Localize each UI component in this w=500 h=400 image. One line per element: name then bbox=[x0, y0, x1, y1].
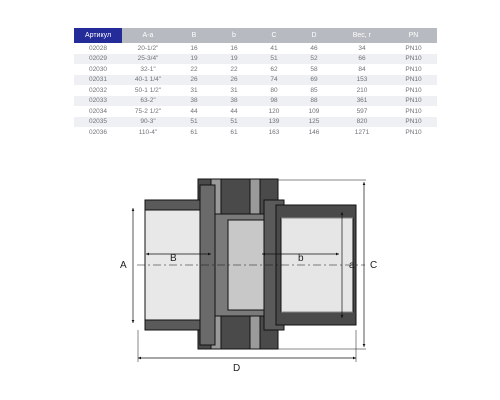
table-cell: PN10 bbox=[405, 107, 422, 115]
table-cell: PN10 bbox=[390, 75, 437, 86]
table-cell: 46 bbox=[310, 44, 318, 52]
table-cell: 109 bbox=[308, 107, 320, 115]
table-cell: 34 bbox=[358, 44, 366, 52]
table-cell: 22 bbox=[230, 65, 238, 73]
table-cell: 820 bbox=[334, 117, 390, 128]
header-d: D bbox=[294, 28, 334, 43]
table-cell: PN10 bbox=[390, 117, 437, 128]
header-b-upper: B bbox=[174, 28, 214, 43]
table-cell: 44 bbox=[190, 107, 198, 115]
table-cell: PN10 bbox=[405, 65, 422, 73]
header-pn: PN bbox=[390, 28, 437, 43]
table-cell: 22 bbox=[190, 65, 198, 73]
table-cell: 153 bbox=[334, 75, 390, 86]
table-cell: 52 bbox=[294, 54, 334, 65]
table-cell: 19 bbox=[214, 54, 254, 65]
table-cell: 31 bbox=[230, 86, 238, 94]
table-cell: 61 bbox=[190, 128, 198, 136]
table-cell: PN10 bbox=[390, 54, 437, 65]
table-cell: 74 bbox=[254, 75, 294, 86]
table-cell: 1271 bbox=[354, 128, 370, 136]
table-cell: 26 bbox=[174, 75, 214, 86]
table-cell: 58 bbox=[310, 65, 318, 73]
label-C: C bbox=[370, 260, 378, 271]
table-cell: 02028 bbox=[88, 44, 108, 52]
table-cell: 02031 bbox=[74, 75, 122, 86]
table-cell: 38 bbox=[214, 96, 254, 107]
table-cell: 69 bbox=[294, 75, 334, 86]
table-cell: 38 bbox=[174, 96, 214, 107]
fitting-body bbox=[145, 179, 356, 349]
table-cell: 361 bbox=[334, 96, 390, 107]
table-cell: 44 bbox=[230, 107, 238, 115]
label-b: b bbox=[298, 253, 304, 264]
table-cell: 26 bbox=[214, 75, 254, 86]
table-cell: 90-3" bbox=[122, 117, 174, 128]
header-article: Артикул bbox=[74, 28, 122, 43]
header-a-a: A-a bbox=[122, 28, 174, 43]
header-c: C bbox=[254, 28, 294, 43]
table-cell: 85 bbox=[310, 86, 318, 94]
table-cell: 19 bbox=[174, 54, 214, 65]
table-cell: 31 bbox=[190, 86, 198, 94]
table-cell: 88 bbox=[294, 96, 334, 107]
table-cell: 51 bbox=[214, 117, 254, 128]
table-cell: PN10 bbox=[405, 44, 422, 52]
header-b-lower: b bbox=[214, 28, 254, 43]
table-cell: 62 bbox=[270, 65, 278, 73]
table-cell: 110-4" bbox=[138, 128, 158, 136]
table-cell: 02029 bbox=[74, 54, 122, 65]
table-cell: 02035 bbox=[74, 117, 122, 128]
table-cell: 41 bbox=[270, 44, 278, 52]
table-cell: 16 bbox=[230, 44, 238, 52]
table-cell: 84 bbox=[358, 65, 366, 73]
label-B: B bbox=[170, 253, 177, 264]
label-A: A bbox=[120, 260, 127, 271]
table-cell: PN10 bbox=[390, 96, 437, 107]
table-cell: 75-2 1/2" bbox=[134, 107, 162, 115]
table-cell: 146 bbox=[308, 128, 320, 136]
label-a: a bbox=[349, 260, 355, 271]
table-cell: 32-1" bbox=[140, 65, 156, 73]
table-cell: 163 bbox=[268, 128, 280, 136]
table-cell: 16 bbox=[190, 44, 198, 52]
table-cell: 63-2" bbox=[122, 96, 174, 107]
table-cell: 120 bbox=[268, 107, 280, 115]
table-cell: 02036 bbox=[88, 128, 108, 136]
table-cell: 02030 bbox=[88, 65, 108, 73]
table-cell: PN10 bbox=[405, 86, 422, 94]
table-cell: 51 bbox=[174, 117, 214, 128]
table-cell: 40-1 1/4" bbox=[122, 75, 174, 86]
table-cell: 66 bbox=[334, 54, 390, 65]
table-cell: 139 bbox=[254, 117, 294, 128]
label-D: D bbox=[233, 363, 241, 374]
table-cell: 02032 bbox=[88, 86, 108, 94]
table-cell: 125 bbox=[294, 117, 334, 128]
table-cell: 98 bbox=[254, 96, 294, 107]
table-cell: 02034 bbox=[88, 107, 108, 115]
table-cell: 597 bbox=[356, 107, 368, 115]
table-cell: 51 bbox=[254, 54, 294, 65]
table-cell: 61 bbox=[230, 128, 238, 136]
table-cell: 02033 bbox=[74, 96, 122, 107]
table-cell: 80 bbox=[270, 86, 278, 94]
table-cell: 50-1 1/2" bbox=[134, 86, 162, 94]
table-cell: 20-1/2" bbox=[137, 44, 159, 52]
table-cell: 210 bbox=[356, 86, 368, 94]
table-cell: 25-3/4" bbox=[122, 54, 174, 65]
table-cell: PN10 bbox=[405, 128, 422, 136]
header-weight: Вес, г bbox=[334, 28, 390, 43]
